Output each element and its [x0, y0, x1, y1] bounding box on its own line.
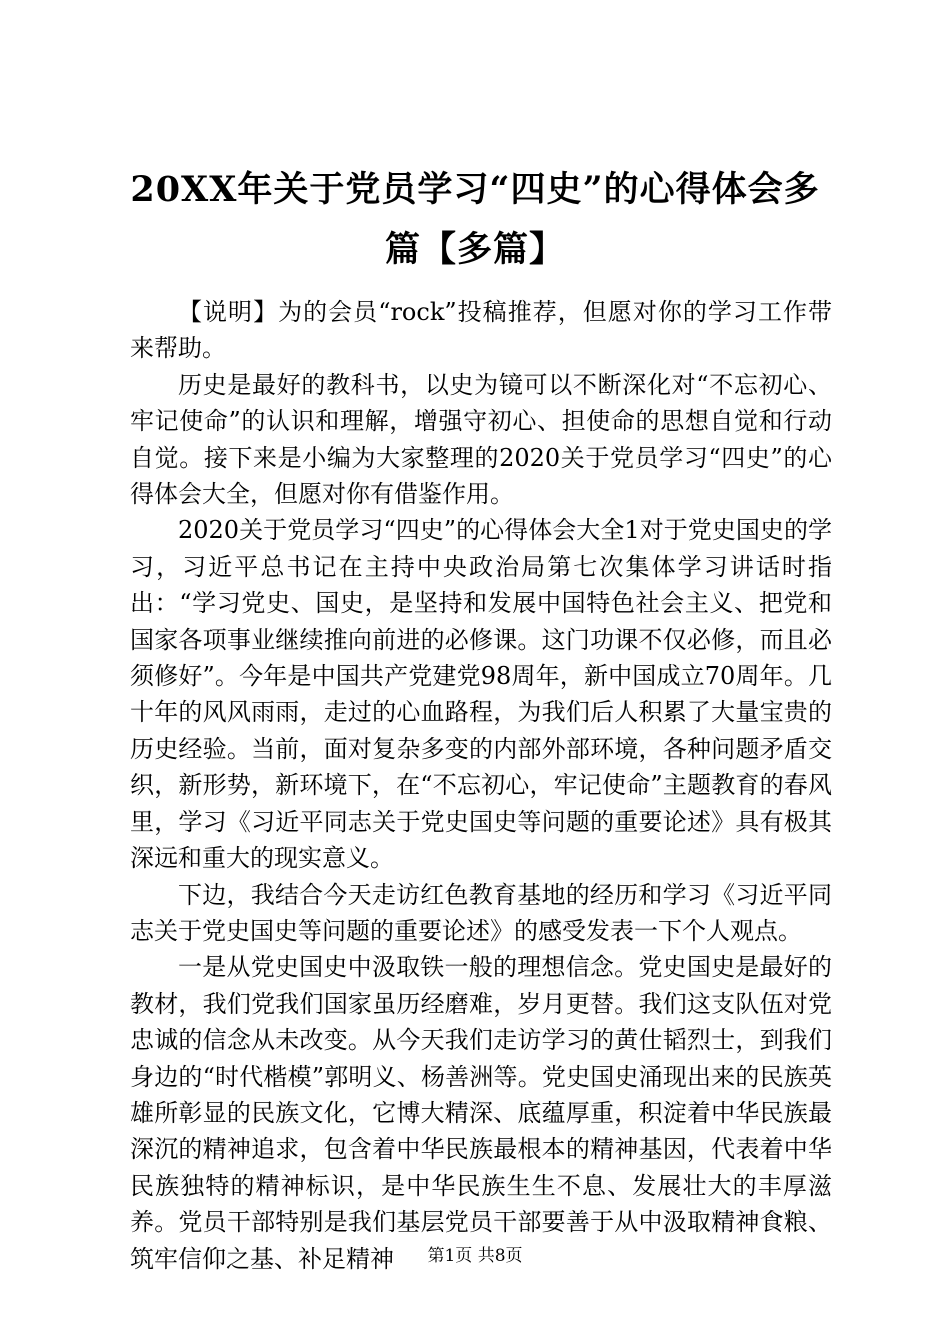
paragraph: 2020关于党员学习“四史”的心得体会大全1对于党史国史的学习，习近平总书记在主持中央政治局第七次集体学习讲话时指出：“学习党史、国史，是坚持和发展中国特色社会主义、把党和国家各项事业继续推向前进的必修课。这门功课不仅必修，而且必须修好”。今年是中国共产党建党98周年，新中国成立70周年。几十年的风风雨雨，走过的心血路程，为我们后人积累了大量宝贵的历史经验。当前，面对复杂多变的内部外部环境，各种问题矛盾交织，新形势，新环境下，在“不忘初心，牢记使命”主题教育的春风里，学习《习近平同志关于党史国史等问题的重要论述》具有极其深远和重大的现实意义。: [130, 516, 832, 873]
paragraph: 历史是最好的教科书，以史为镜可以不断深化对“不忘初心、牢记使命”的认识和理解，增强守初心、担使命的思想自觉和行动自觉。接下来是小编为大家整理的2020关于党员学习“四史”的心得体会大全，但愿对你有借鉴作用。: [130, 370, 832, 509]
paragraph: 【说明】为的会员“rock”投稿推荐，但愿对你的学习工作带来帮助。: [130, 298, 832, 363]
document-title: 20XX年关于党员学习“四史”的心得体会多篇【多篇】: [130, 169, 820, 270]
page-footer: 第1页 共8页: [427, 1246, 523, 1266]
paragraph: 一是从党史国史中汲取铁一般的理想信念。党史国史是最好的教材，我们党我们国家虽历经磨难，岁月更替。我们这支队伍对党忠诚的信念从未改变。从今天我们走访学习的黄仕韬烈士，到我们身边的“时代楷模”郭明义、杨善洲等。党史国史涌现出来的民族英雄所彰显的民族文化，它博大精深、底蕴厚重，积淀着中华民族最深沉的精神追求，包含着中华民族最根本的精神基因，代表着中华民族独特的精神标识，是中华民族生生不息、发展壮大的丰厚滋养。党员干部特别是我们基层党员干部要善于从中汲取精神食粮、筑牢信仰之基、补足精神: [130, 953, 832, 1273]
paragraph: 下边，我结合今天走访红色教育基地的经历和学习《习近平同志关于党史国史等问题的重要论述》的感受发表一下个人观点。: [130, 880, 832, 945]
document-body: [130, 294, 832, 1277]
